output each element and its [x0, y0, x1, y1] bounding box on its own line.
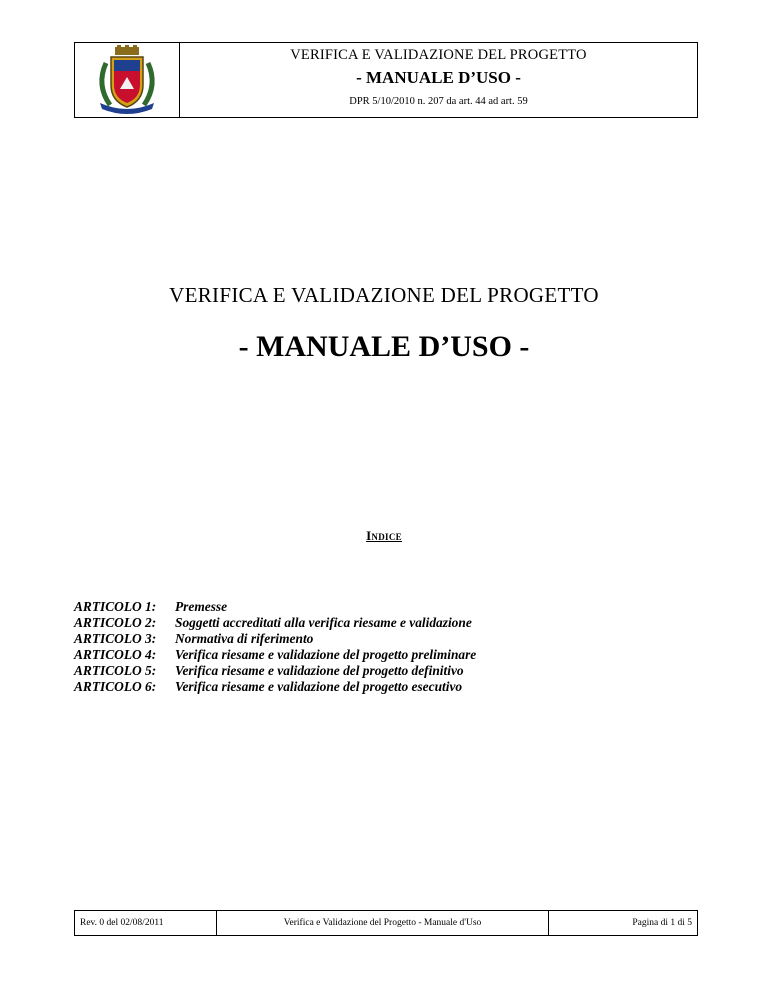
footer-revision: Rev. 0 del 02/08/2011 [75, 911, 217, 935]
toc-item [74, 679, 476, 695]
header-subtitle: - MANUALE D’USO - [356, 68, 521, 87]
document-header [74, 42, 698, 118]
toc-item-number: ARTICOLO 5: [74, 663, 157, 678]
document-footer [74, 910, 698, 936]
footer-document-name: Verifica e Validazione del Progetto - Manuale d'Uso [217, 911, 549, 935]
toc-item-number: ARTICOLO 3: [74, 631, 157, 646]
footer-page-number: Pagina di 1 di 5 [632, 918, 692, 928]
coat-of-arms-icon [92, 45, 162, 115]
toc-item [74, 599, 476, 615]
toc-item-label: Premesse [175, 599, 228, 614]
toc-item-number: ARTICOLO 6: [74, 679, 157, 694]
header-reference: DPR 5/10/2010 n. 207 da art. 44 ad art. 59 [349, 96, 528, 107]
logo-cell [75, 43, 180, 117]
toc-item-label: Verifica riesame e validazione del progetto definitivo [175, 663, 464, 678]
document-subtitle: - MANUALE D’USO - [238, 330, 530, 363]
toc-item-number: ARTICOLO 2: [74, 615, 157, 630]
table-of-contents [74, 599, 476, 695]
toc-item-label: Soggetti accreditati alla verifica riesame e validazione [175, 615, 472, 630]
toc-item-label: Normativa di riferimento [175, 631, 314, 646]
toc-item-number: ARTICOLO 1: [74, 599, 157, 614]
document-title: VERIFICA E VALIDAZIONE DEL PROGETTO [169, 283, 599, 307]
index-heading: Indice [366, 528, 402, 543]
header-title: VERIFICA E VALIDAZIONE DEL PROGETTO [290, 47, 587, 63]
toc-item [74, 615, 476, 631]
toc-item-label: Verifica riesame e validazione del progetto preliminare [175, 647, 477, 662]
toc-item [74, 663, 476, 679]
toc-item [74, 631, 476, 647]
header-text [180, 43, 697, 117]
toc-item [74, 647, 476, 663]
toc-item-label: Verifica riesame e validazione del progetto esecutivo [175, 679, 463, 694]
toc-item-number: ARTICOLO 4: [74, 647, 157, 662]
